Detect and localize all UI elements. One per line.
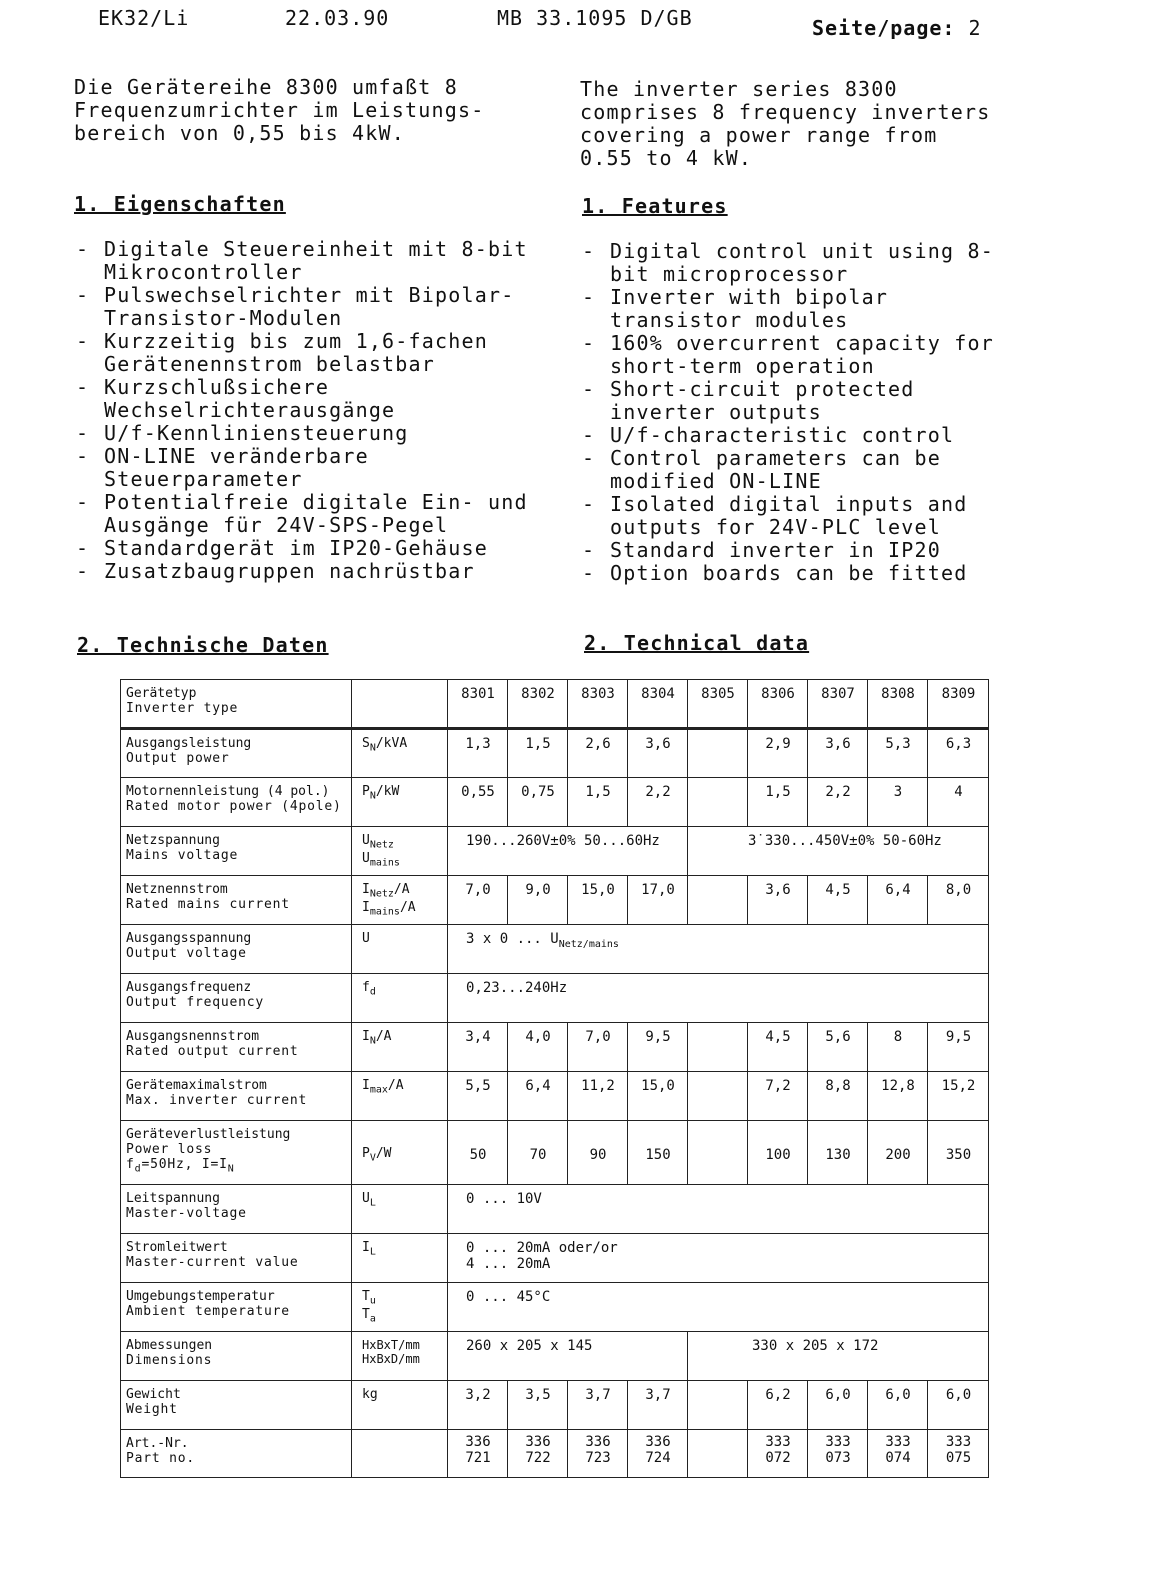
- value-cell: [688, 1072, 748, 1121]
- feature-item: - 160% overcurrent capacity for short-term operation: [580, 332, 1005, 378]
- value-cell: 1,3: [448, 729, 508, 778]
- feature-item: - Zusatzbaugruppen nachrüstbar: [74, 560, 544, 583]
- feature-item: - U/f-characteristic control: [580, 424, 1005, 447]
- row-label: [121, 1023, 352, 1072]
- value-cell: 0,55: [448, 778, 508, 827]
- type-cell: 8309: [928, 680, 989, 729]
- label-en: Inverter type: [126, 701, 239, 716]
- symbol: P: [362, 784, 370, 799]
- value-sub: Netz/mains: [558, 938, 619, 950]
- value-cell: 2,2: [808, 778, 868, 827]
- feature-item: - Pulswechselrichter mit Bipolar-Transistor-Modulen: [74, 284, 544, 330]
- part-number-cell: [448, 1430, 508, 1478]
- value-cell: 5,5: [448, 1072, 508, 1121]
- row-label: [121, 827, 352, 876]
- type-cell: 8306: [748, 680, 808, 729]
- symbol: HxBxD/mm: [362, 1352, 420, 1366]
- row-symbol: kg: [352, 1381, 448, 1430]
- doc-number: MB 33.1095 D/GB: [497, 6, 693, 30]
- part-number-bottom: 722: [525, 1450, 551, 1466]
- feature-item: - ON-LINE veränderbare Steuerparameter: [74, 445, 544, 491]
- row-label: [121, 1430, 352, 1478]
- type-cell: 8307: [808, 680, 868, 729]
- row-label: [121, 1072, 352, 1121]
- value-cell: 1,5: [748, 778, 808, 827]
- part-number-bottom: 721: [465, 1450, 491, 1466]
- part-number-top: 333: [945, 1434, 972, 1450]
- row-symbol: [352, 1121, 448, 1185]
- row-label: [121, 876, 352, 925]
- value-line: 4 ... 20mA: [466, 1256, 551, 1272]
- label-en: Rated mains current: [126, 897, 290, 912]
- mains-voltage-group2: 3˙330...450V±0% 50-60Hz: [688, 827, 989, 876]
- label-condition: [126, 1157, 347, 1175]
- value-cell: 8,8: [808, 1072, 868, 1121]
- label-en: Output frequency: [126, 995, 265, 1010]
- table-row: [121, 1381, 989, 1430]
- feature-item: - Kurzzeitig bis zum 1,6-fachen Gerätenennstrom belastbar: [74, 330, 544, 376]
- table-row: [121, 1121, 989, 1185]
- row-symbol: [352, 1430, 448, 1478]
- value-cell: 1,5: [568, 778, 628, 827]
- features-de: [74, 238, 544, 583]
- label-en: Part no.: [126, 1451, 196, 1466]
- value-cell: 6,0: [808, 1381, 868, 1430]
- symbol-unit: /A: [393, 882, 410, 897]
- type-cell: 8304: [628, 680, 688, 729]
- row-label: [121, 1121, 352, 1185]
- part-number-bottom: 723: [585, 1450, 611, 1466]
- row-symbol: [352, 1234, 448, 1283]
- part-number-cell: [808, 1430, 868, 1478]
- value-cell: 3,6: [748, 876, 808, 925]
- mains-voltage-group1: 190...260V±0% 50...60Hz: [448, 827, 688, 876]
- cond-sub: N: [227, 1163, 235, 1175]
- dimensions-group2: 330 x 205 x 172: [688, 1332, 989, 1381]
- features-en: [580, 240, 1005, 585]
- value-cell: [688, 1121, 748, 1185]
- symbol-sub: Netz: [369, 839, 394, 851]
- value-cell: 3,4: [448, 1023, 508, 1072]
- symbol: f: [362, 980, 370, 995]
- label-en: Output voltage: [126, 946, 247, 961]
- row-symbol: [352, 729, 448, 778]
- feature-item: - Digital control unit using 8-bit microprocessor: [580, 240, 1005, 286]
- symbol: T: [362, 1289, 370, 1304]
- ambient-temp-value: 0 ... 45°C: [448, 1283, 989, 1332]
- row-label: [121, 778, 352, 827]
- symbol-sub: a: [369, 1313, 376, 1325]
- label-de: Netzspannung: [126, 833, 220, 848]
- value-cell: 200: [868, 1121, 928, 1185]
- row-label: [121, 1185, 352, 1234]
- label-en: Power loss: [126, 1142, 213, 1157]
- part-number-top: 336: [525, 1434, 551, 1450]
- page-number: 2: [968, 16, 982, 40]
- value-cell: 5,6: [808, 1023, 868, 1072]
- row-label: [121, 729, 352, 778]
- row-symbol: U: [352, 925, 448, 974]
- feature-item: - Kurzschlußsichere Wechselrichterausgänge: [74, 376, 544, 422]
- intro-de-text: Die Gerätereihe 8300 umfaßt 8 Frequenzumrichter im Leistungs-bereich von 0,55 bis 4kW.: [74, 75, 485, 145]
- techdata-heading-en: 2. Technical data: [584, 631, 810, 655]
- label-de: Geräteverlustleistung: [126, 1127, 291, 1142]
- symbol-sub: d: [369, 986, 376, 998]
- symbol-sub: V: [369, 1152, 376, 1164]
- value-cell: 3,6: [628, 729, 688, 778]
- label-de: Ausgangsfrequenz: [126, 980, 252, 995]
- part-number-bottom: 073: [825, 1450, 851, 1466]
- row-label: [121, 1381, 352, 1430]
- label-de: Motornennleistung (4 pol.): [126, 784, 330, 799]
- symbol: I: [362, 1029, 370, 1044]
- label-de: Umgebungstemperatur: [126, 1289, 275, 1304]
- features-heading-en: 1. Features: [582, 194, 728, 218]
- row-symbol: [352, 1185, 448, 1234]
- value-cell: 8,0: [928, 876, 989, 925]
- value-cell: 6,0: [928, 1381, 989, 1430]
- technical-data-table: [120, 679, 989, 1478]
- value-cell: 6,4: [868, 876, 928, 925]
- table-row: [121, 1185, 989, 1234]
- value-cell: 2,6: [568, 729, 628, 778]
- part-number-top: 336: [465, 1434, 491, 1450]
- value-cell: 6,2: [748, 1381, 808, 1430]
- symbol: P: [362, 1145, 370, 1161]
- value-cell: 90: [568, 1121, 628, 1185]
- row-symbol: [352, 778, 448, 827]
- value-cell: [688, 778, 748, 827]
- value-line: 0 ... 20mA oder/or: [466, 1240, 618, 1256]
- table-row: [121, 827, 989, 876]
- symbol-sub: mains: [369, 857, 400, 869]
- value-cell: 15,0: [568, 876, 628, 925]
- value-cell: 9,0: [508, 876, 568, 925]
- label-en: Rated output current: [126, 1044, 299, 1059]
- symbol: S: [362, 736, 370, 751]
- symbol-sub: L: [369, 1197, 376, 1209]
- cond-sub: d: [134, 1163, 142, 1175]
- label-de: Gerätetyp: [126, 686, 197, 701]
- label-de: Abmessungen: [126, 1338, 213, 1353]
- table-row: [121, 925, 989, 974]
- row-symbol: [352, 1072, 448, 1121]
- value-cell: 5,3: [868, 729, 928, 778]
- feature-item: - Option boards can be fitted: [580, 562, 1005, 585]
- feature-item: - Short-circuit protected inverter outputs: [580, 378, 1005, 424]
- row-label: [121, 1283, 352, 1332]
- table-row: [121, 1332, 989, 1381]
- page-label: Seite/page:: [812, 16, 956, 40]
- table-row: [121, 680, 989, 729]
- value-cell: 6,4: [508, 1072, 568, 1121]
- cond-mid: =50Hz, I=I: [141, 1157, 228, 1172]
- symbol: U: [362, 850, 370, 866]
- symbol: I: [362, 1240, 370, 1255]
- symbol-unit: /A: [375, 1029, 392, 1044]
- value-cell: 4,5: [808, 876, 868, 925]
- value-cell: 7,2: [748, 1072, 808, 1121]
- value-cell: [688, 729, 748, 778]
- feature-item: - Isolated digital inputs and outputs for 24V-PLC level: [580, 493, 1005, 539]
- value-cell: 9,5: [928, 1023, 989, 1072]
- symbol: I: [362, 882, 370, 897]
- symbol-unit: /A: [387, 1078, 404, 1093]
- value-cell: 3,7: [568, 1381, 628, 1430]
- value-cell: 15,2: [928, 1072, 989, 1121]
- label-de: Gerätemaximalstrom: [126, 1078, 267, 1093]
- page-indicator: [812, 16, 982, 40]
- value-cell: 3,2: [448, 1381, 508, 1430]
- part-number-top: 336: [585, 1434, 611, 1450]
- symbol-sub: mains: [369, 906, 400, 918]
- value-cell: 15,0: [628, 1072, 688, 1121]
- row-label: [121, 974, 352, 1023]
- part-number-cell: [868, 1430, 928, 1478]
- value-cell: 100: [748, 1121, 808, 1185]
- value-cell: [688, 1023, 748, 1072]
- row-symbol: [352, 1283, 448, 1332]
- part-number-top: 333: [885, 1434, 911, 1450]
- features-heading-de: 1. Eigenschaften: [74, 192, 286, 216]
- symbol: U: [362, 833, 370, 848]
- symbol-sub: max: [369, 1084, 388, 1096]
- value-cell: 6,3: [928, 729, 989, 778]
- label-de: Gewicht: [126, 1387, 181, 1402]
- table-row: [121, 729, 989, 778]
- row-symbol: [352, 876, 448, 925]
- part-number-cell: [568, 1430, 628, 1478]
- part-number-top: 333: [765, 1434, 791, 1450]
- value-cell: 70: [508, 1121, 568, 1185]
- label-en: Output power: [126, 751, 230, 766]
- symbol: U: [362, 1191, 370, 1206]
- value-text: 3 x 0 ... U: [466, 931, 559, 947]
- output-frequency-value: 0,23...240Hz: [448, 974, 989, 1023]
- features-list-en: [580, 240, 1005, 585]
- value-cell: 7,0: [448, 876, 508, 925]
- label-de: Ausgangsnennstrom: [126, 1029, 260, 1044]
- row-symbol: [352, 827, 448, 876]
- row-symbol: [352, 974, 448, 1023]
- value-cell: 17,0: [628, 876, 688, 925]
- table-row: [121, 876, 989, 925]
- dimensions-group1: 260 x 205 x 145: [448, 1332, 688, 1381]
- label-de: Ausgangsleistung: [126, 736, 252, 751]
- symbol-unit: /W: [375, 1145, 392, 1161]
- feature-item: - Inverter with bipolar transistor modules: [580, 286, 1005, 332]
- master-current-value: [448, 1234, 989, 1283]
- label-en: Max. inverter current: [126, 1093, 308, 1108]
- label-de: Stromleitwert: [126, 1240, 228, 1255]
- value-cell: 4: [928, 778, 989, 827]
- symbol-unit: /kW: [375, 784, 400, 799]
- value-cell: 50: [448, 1121, 508, 1185]
- symbol-sub: N: [369, 742, 376, 754]
- label-de: Art.-Nr.: [126, 1436, 189, 1451]
- symbol-sub: u: [369, 1295, 376, 1307]
- cond-pre: f: [126, 1157, 135, 1172]
- doc-author: EK32/Li: [98, 6, 190, 30]
- part-number-top: 333: [825, 1434, 851, 1450]
- type-cell: 8303: [568, 680, 628, 729]
- value-cell: 8: [868, 1023, 928, 1072]
- table-row: [121, 974, 989, 1023]
- part-number-cell: [928, 1430, 989, 1478]
- value-cell: 150: [628, 1121, 688, 1185]
- row-label: [121, 1234, 352, 1283]
- table-row: [121, 1430, 989, 1478]
- value-cell: 3: [868, 778, 928, 827]
- part-number-bottom: 075: [945, 1450, 972, 1466]
- part-number-cell: [508, 1430, 568, 1478]
- table-row: [121, 778, 989, 827]
- part-number-bottom: 074: [885, 1450, 911, 1466]
- part-number-cell: [748, 1430, 808, 1478]
- row-label: [121, 925, 352, 974]
- feature-item: - Potentialfreie digitale Ein- und Ausgänge für 24V-SPS-Pegel: [74, 491, 544, 537]
- value-cell: 9,5: [628, 1023, 688, 1072]
- type-cell: 8305: [688, 680, 748, 729]
- row-symbol: [352, 680, 448, 729]
- features-list-de: [74, 238, 544, 583]
- symbol-sub: Netz: [369, 888, 394, 900]
- symbol: I: [362, 1078, 370, 1093]
- value-cell: 1,5: [508, 729, 568, 778]
- value-cell: 2,2: [628, 778, 688, 827]
- table-row: [121, 1283, 989, 1332]
- symbol-unit: /A: [399, 899, 416, 915]
- feature-item: - Standardgerät im IP20-Gehäuse: [74, 537, 544, 560]
- value-cell: 6,0: [868, 1381, 928, 1430]
- table-row: [121, 1023, 989, 1072]
- value-cell: 3,5: [508, 1381, 568, 1430]
- value-cell: 130: [808, 1121, 868, 1185]
- row-label: [121, 1332, 352, 1381]
- feature-item: - U/f-Kennliniensteuerung: [74, 422, 544, 445]
- feature-item: - Control parameters can be modified ON-LINE: [580, 447, 1005, 493]
- value-cell: 4,5: [748, 1023, 808, 1072]
- label-de: Ausgangsspannung: [126, 931, 252, 946]
- label-en: Master-voltage: [126, 1206, 247, 1221]
- row-symbol: [352, 1332, 448, 1381]
- table-row: [121, 1072, 989, 1121]
- type-cell: 8301: [448, 680, 508, 729]
- part-number-bottom: 724: [645, 1450, 671, 1466]
- part-number-cell: [628, 1430, 688, 1478]
- label-en: Master-current value: [126, 1255, 299, 1270]
- value-cell: [688, 876, 748, 925]
- value-cell: 3,7: [628, 1381, 688, 1430]
- feature-item: - Digitale Steuereinheit mit 8-bit Mikrocontroller: [74, 238, 544, 284]
- label-en: Dimensions: [126, 1353, 213, 1368]
- symbol-sub: N: [369, 1035, 376, 1047]
- feature-item: - Standard inverter in IP20: [580, 539, 1005, 562]
- symbol-sub: L: [369, 1246, 376, 1258]
- symbol: I: [362, 899, 370, 915]
- value-cell: 2,9: [748, 729, 808, 778]
- label-en: Rated motor power (4pole): [126, 799, 342, 814]
- value-cell: 3,6: [808, 729, 868, 778]
- intro-de: [74, 76, 544, 145]
- symbol-sub: N: [369, 790, 376, 802]
- doc-date: 22.03.90: [285, 6, 390, 30]
- value-cell: 0,75: [508, 778, 568, 827]
- value-cell: 11,2: [568, 1072, 628, 1121]
- label-en: Weight: [126, 1402, 178, 1417]
- value-cell: 350: [928, 1121, 989, 1185]
- symbol: T: [362, 1306, 370, 1322]
- symbol-unit: /kVA: [375, 736, 408, 751]
- value-cell: [688, 1381, 748, 1430]
- output-voltage-value: [448, 925, 989, 974]
- symbol: HxBxT/mm: [362, 1338, 420, 1352]
- master-voltage-value: 0 ... 10V: [448, 1185, 989, 1234]
- row-label: [121, 680, 352, 729]
- part-number-top: 336: [645, 1434, 671, 1450]
- value-cell: 12,8: [868, 1072, 928, 1121]
- type-cell: 8308: [868, 680, 928, 729]
- intro-en: [580, 77, 1004, 170]
- value-cell: 7,0: [568, 1023, 628, 1072]
- label-en: Mains voltage: [126, 848, 239, 863]
- part-number-cell: [688, 1430, 748, 1478]
- type-cell: 8302: [508, 680, 568, 729]
- intro-en-text: The inverter series 8300 comprises 8 frequency inverters covering a power range from 0.55 to 4 kW.: [580, 77, 1004, 170]
- techdata-heading-de: 2. Technische Daten: [77, 633, 329, 657]
- label-en: Ambient temperature: [126, 1304, 290, 1319]
- value-cell: 4,0: [508, 1023, 568, 1072]
- label-de: Netznennstrom: [126, 882, 228, 897]
- row-symbol: [352, 1023, 448, 1072]
- part-number-bottom: 072: [765, 1450, 791, 1466]
- table-row: [121, 1234, 989, 1283]
- label-de: Leitspannung: [126, 1191, 220, 1206]
